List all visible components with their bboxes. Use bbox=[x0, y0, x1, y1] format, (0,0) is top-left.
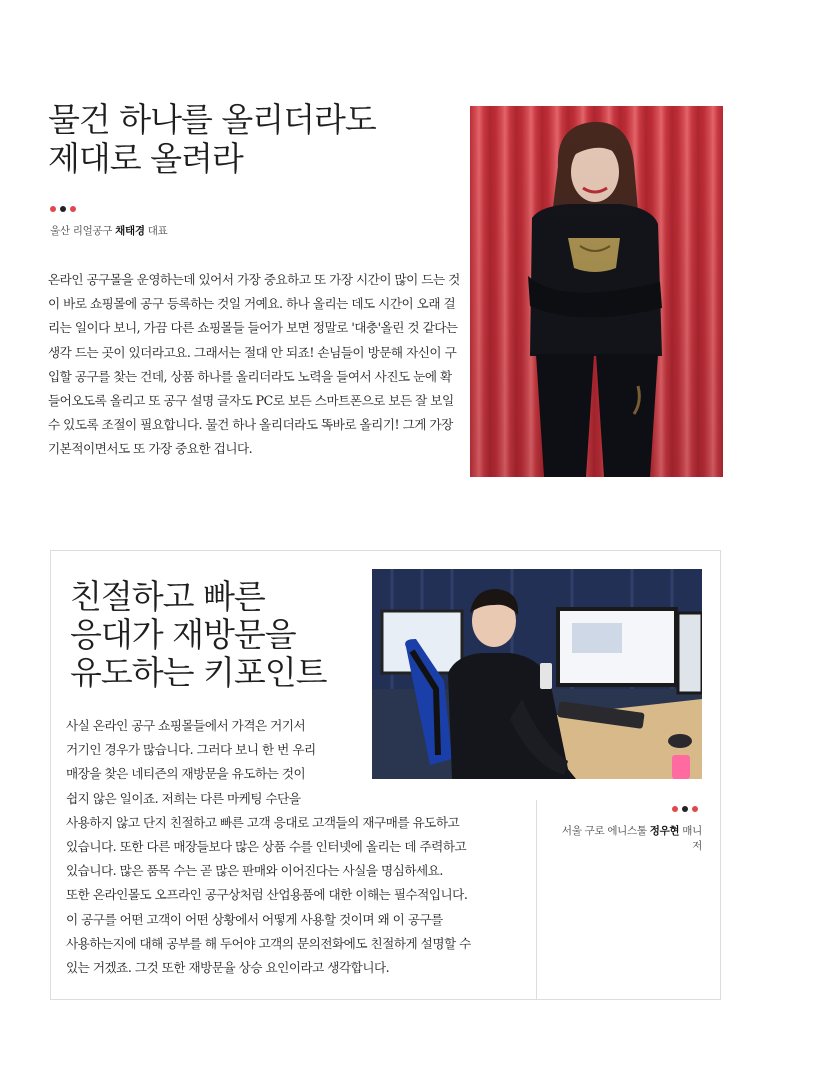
section2-title-line1: 친절하고 빠른 bbox=[70, 577, 265, 616]
section2-body bbox=[66, 714, 526, 980]
section2-body-line: 매장을 찾은 네티즌의 재방문을 유도하는 것이 bbox=[66, 766, 306, 782]
dot-red bbox=[692, 806, 698, 812]
section1-body: 온라인 공구몰을 운영하는데 있어서 가장 중요하고 또 가장 시간이 많이 드는 것이 바로 쇼핑몰에 공구 등록하는 것일 거예요. 하나 올리는 데도 시간이 오래 걸리는 일이다 보니, 가끔 다른 쇼핑몰들 들어가 보면 정말로 '대충'올린 것 같다는 생각 드는 곳이 있더라고요. 그래서는 절대 안 되죠! 손님들이 방문해 자신이 구입할 공구를 찾는 건데, 상품 하나를 올리더라도 노력을 들여서 사진도 눈에 확 들어오도록 올리고 또 공구 설명 글자도 PC로 보든 스마트폰으로 보든 잘 보일 수 있도록 조절이 필요합니다. 물건 하나 올리더라도 똑바로 올리기! 그게 가장 기본적이면서도 또 가장 중요한 겁니다. bbox=[48, 272, 460, 457]
section1-title-line2: 제대로 올려라 bbox=[48, 139, 243, 178]
section2-title-line3: 유도하는 키포인트 bbox=[70, 653, 327, 692]
section2-body-line: 쉽지 않은 일이죠. 저희는 다른 마케팅 수단을 bbox=[66, 790, 301, 806]
dot-dark bbox=[60, 206, 66, 212]
section2-body-line: 이 공구를 어떤 고객이 어떤 상황에서 어떻게 사용할 것이며 왜 이 공구를 bbox=[66, 911, 443, 927]
section2-body-line: 있습니다. 또한 다른 매장들보다 많은 상품 수를 인터넷에 올리는 데 주력하고 bbox=[66, 839, 467, 855]
section2-body-line: 있습니다. 많은 품목 수는 곧 많은 판매와 이어진다는 사실을 명심하세요. bbox=[66, 863, 443, 879]
section1-title bbox=[48, 100, 448, 178]
portrait-photo-woman-icon bbox=[470, 106, 723, 477]
byline-name: 정우현 bbox=[649, 825, 680, 837]
byline-name: 채태경 bbox=[115, 225, 145, 237]
section2-body-line: 있는 거겠죠. 그것 또한 재방문율 상승 요인이라고 생각합니다. bbox=[66, 960, 390, 976]
section2-dot-decoration bbox=[672, 806, 698, 812]
byline-role: 대표 bbox=[144, 225, 168, 237]
section2-byline bbox=[560, 823, 702, 853]
dot-dark bbox=[682, 806, 688, 812]
byline-affiliation: 울산 리얼공구 bbox=[50, 225, 116, 237]
dot-red bbox=[70, 206, 76, 212]
byline-affiliation: 서울 구로 에니스툴 bbox=[561, 825, 650, 837]
section2-body-line: 사용하는지에 대해 공부를 해 두어야 고객의 문의전화에도 친절하게 설명할 수 bbox=[66, 935, 471, 951]
section2-title bbox=[70, 578, 370, 692]
section1-title-line1: 물건 하나를 올리더라도 bbox=[48, 100, 376, 139]
section1-dot-decoration bbox=[50, 206, 76, 212]
section2-title-line2: 응대가 재방문을 bbox=[70, 615, 296, 654]
section2-body-line: 거기인 경우가 많습니다. 그러다 보니 한 번 우리 bbox=[66, 742, 316, 758]
section2-body-line: 또한 온라인몰도 오프라인 공구상처럼 산업용품에 대한 이해는 필수적입니다. bbox=[66, 887, 468, 903]
section2-divider bbox=[536, 800, 537, 1000]
section2-body-line: 사실 온라인 공구 쇼핑몰들에서 가격은 거기서 bbox=[66, 718, 306, 733]
dot-red bbox=[50, 206, 56, 212]
byline-role: 매니저 bbox=[679, 825, 702, 852]
dot-red bbox=[672, 806, 678, 812]
section1-byline bbox=[50, 223, 167, 238]
section2-body-line: 사용하지 않고 단지 친절하고 빠른 고객 응대로 고객들의 재구매를 유도하고 bbox=[66, 814, 460, 830]
